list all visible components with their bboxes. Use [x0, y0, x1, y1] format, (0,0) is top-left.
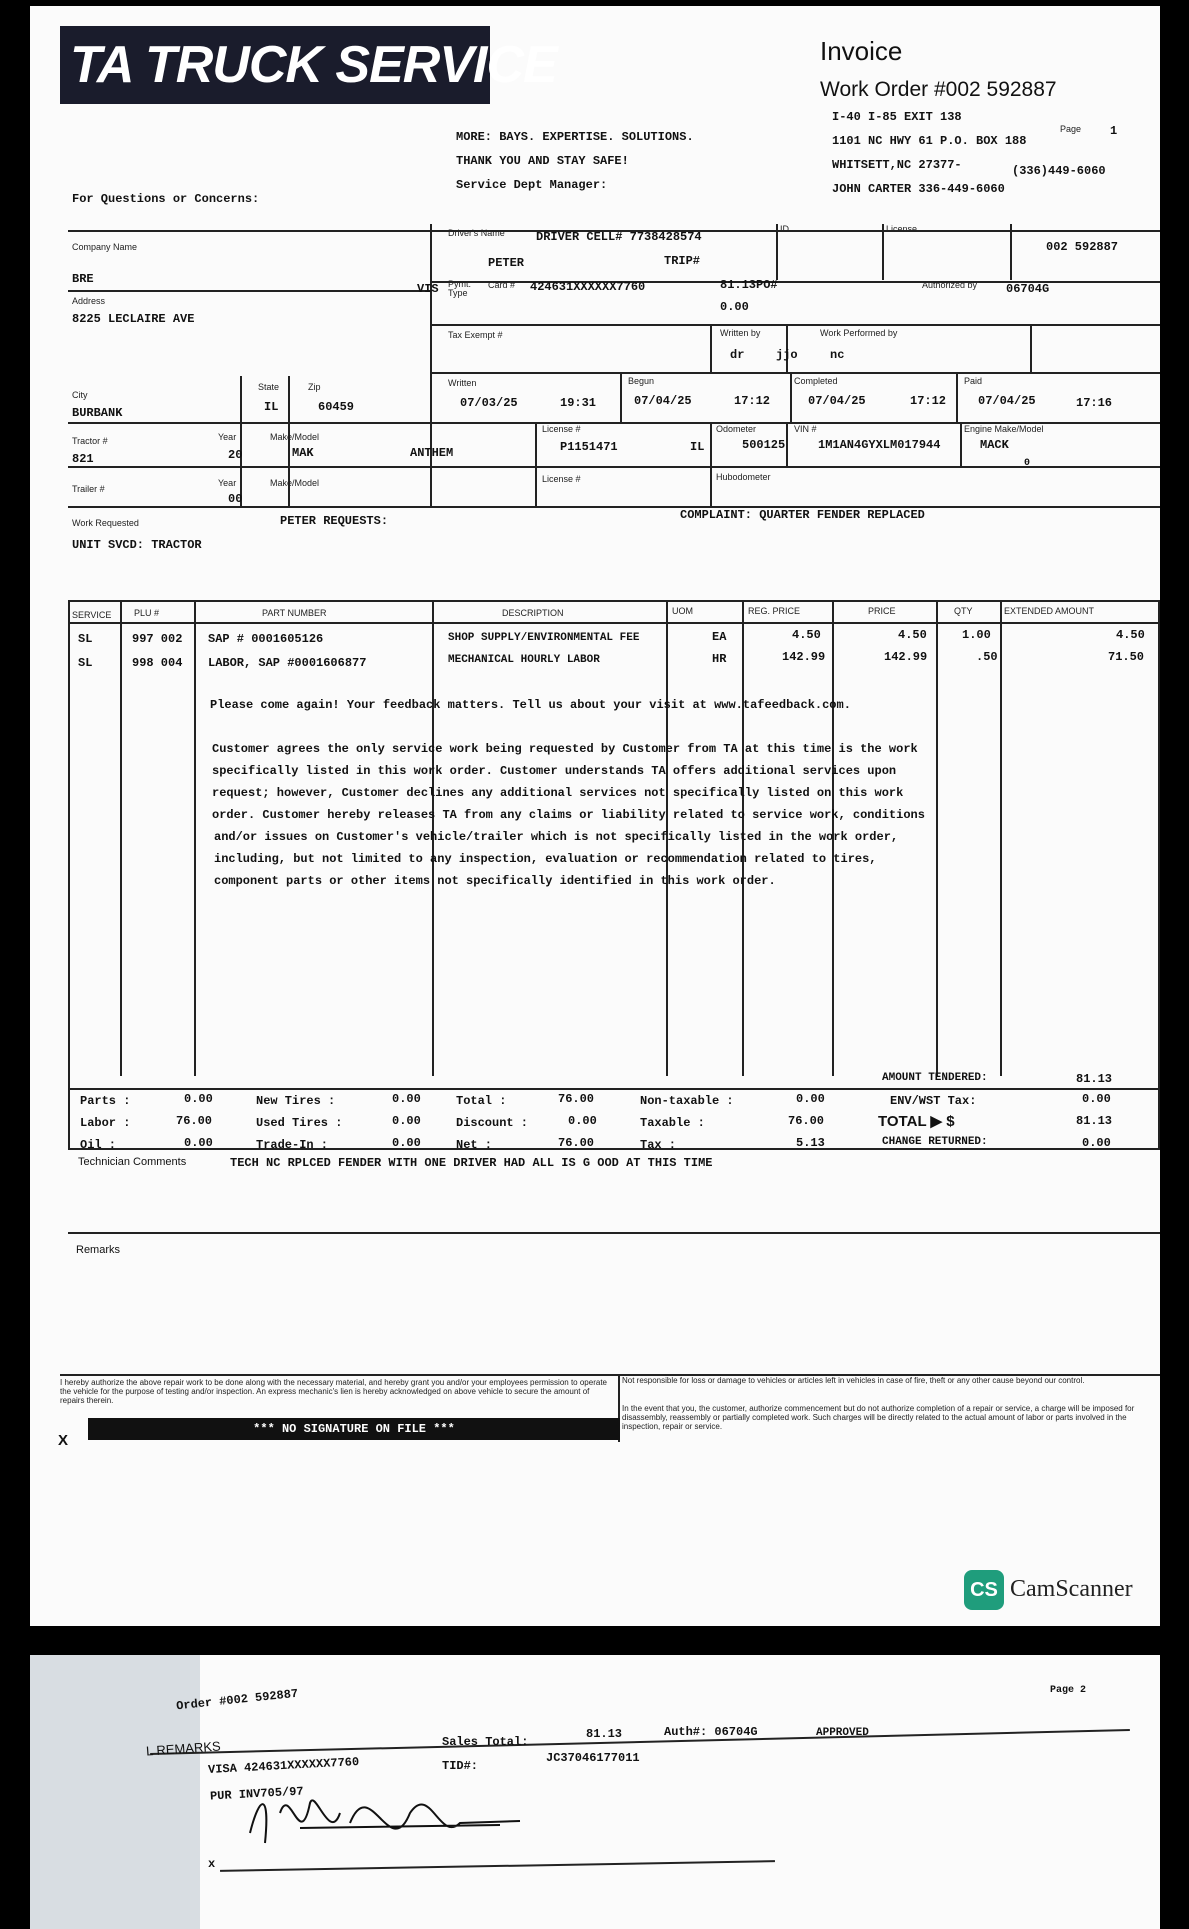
col-header-extended: EXTENDED AMOUNT — [1004, 606, 1095, 616]
approved-status: APPROVED — [816, 1727, 869, 1739]
grid-line — [1030, 324, 1032, 372]
totals-bottom-line — [68, 1148, 1160, 1150]
invoice-page-2 — [30, 1655, 1160, 1929]
store-address-3: WHITSETT,NC 27377- — [832, 158, 962, 172]
invoice-page-1 — [30, 6, 1160, 1626]
hubodometer-label: Hubodometer — [716, 472, 771, 482]
tendered-value: 81.13 — [1076, 1072, 1113, 1086]
tractor-number: 821 — [72, 452, 94, 466]
company-label: Company Name — [72, 242, 138, 252]
net-value: 76.00 — [558, 1136, 595, 1150]
begun-date: 07/04/25 — [634, 394, 692, 408]
labor-value: 76.00 — [176, 1114, 213, 1128]
table-line — [936, 600, 938, 1076]
total-label: Total : — [456, 1094, 507, 1108]
unit-serviced: UNIT SVCD: TRACTOR — [72, 538, 202, 552]
vin-value: 1M1AN4GYXLM017944 — [818, 438, 941, 452]
total-value: 76.00 — [558, 1092, 595, 1106]
paid-date: 07/04/25 — [978, 394, 1036, 408]
page2-number: Page 2 — [1050, 1685, 1087, 1696]
balance-amount: 0.00 — [720, 300, 749, 314]
invoice-title: Invoice — [820, 36, 903, 66]
vin-label: VIN # — [794, 424, 817, 434]
paid-amount: 81.13PO# — [720, 278, 778, 292]
customer-zip: 60459 — [318, 400, 355, 414]
paid-label: Paid — [964, 376, 983, 386]
new-tires-label: New Tires : — [256, 1094, 336, 1108]
grid-line — [68, 466, 1160, 468]
license-no-label: License # — [542, 424, 581, 434]
col-header-price: PRICE — [868, 606, 896, 616]
parts-value: 0.00 — [184, 1092, 213, 1106]
grid-line — [620, 372, 622, 422]
license-label: License — [886, 224, 918, 234]
auth-number: Auth#: 06704G — [664, 1725, 758, 1739]
ta-logo: TA TRUCK SERVICE — [60, 26, 490, 104]
state-label: State — [258, 382, 280, 392]
store-phone: (336)449-6060 — [1012, 164, 1106, 178]
card-number: 424631XXXXXX7760 — [530, 280, 646, 294]
driver-cell: DRIVER CELL# 7738428574 — [536, 230, 702, 244]
store-address-1: I-40 I-85 EXIT 138 — [832, 110, 962, 124]
used-tires-value: 0.00 — [392, 1114, 421, 1128]
terms-line-1: Customer agrees the only service work being requested by Customer from TA at this time is the work — [212, 742, 918, 756]
row1-desc: SHOP SUPPLY/ENVIRONMENTAL FEE — [448, 632, 640, 644]
trailer-year-label: Year — [218, 478, 237, 488]
customer-address: 8225 LECLAIRE AVE — [72, 312, 195, 326]
vehicle-license: P1151471 — [560, 440, 618, 454]
col-header-qty: QTY — [954, 606, 973, 616]
begun-label: Begun — [628, 376, 655, 386]
terms-line-7: component parts or other items not specifically identified in this work order. — [214, 874, 776, 888]
grid-line — [430, 224, 432, 506]
table-line — [194, 600, 196, 1076]
driver-name: PETER — [488, 256, 525, 270]
table-line — [68, 600, 70, 1150]
row2-part: LABOR, SAP #0001606877 — [208, 656, 367, 670]
row1-qty: 1.00 — [962, 628, 991, 642]
card-label: Card # — [488, 280, 516, 290]
taxable-value: 76.00 — [788, 1114, 825, 1128]
grid-line — [430, 372, 1160, 374]
tech-comments-label: Technician Comments — [78, 1156, 187, 1168]
complaint: COMPLAINT: QUARTER FENDER REPLACED — [680, 508, 925, 522]
trade-in-label: Trade-In : — [256, 1138, 329, 1152]
grid-line — [960, 422, 962, 466]
payment-type: VIS — [417, 282, 439, 296]
hub-value: 0 — [1024, 458, 1031, 469]
oil-label: Oil : — [80, 1138, 117, 1152]
change-value: 0.00 — [1082, 1136, 1111, 1150]
grid-line — [68, 290, 430, 292]
table-bottom-line — [68, 1088, 1160, 1090]
paid-time: 17:16 — [1076, 396, 1113, 410]
grid-line — [790, 372, 792, 422]
row2-reg-price: 142.99 — [782, 650, 826, 664]
written-by: dr — [730, 348, 745, 362]
table-line — [120, 600, 122, 1076]
grid-line — [240, 376, 242, 506]
written-by-id: jjo — [776, 348, 798, 362]
change-label: CHANGE RETURNED: — [882, 1136, 988, 1148]
completed-time: 17:12 — [910, 394, 947, 408]
page-label: Page — [1060, 124, 1082, 134]
remarks-label: Remarks — [76, 1244, 121, 1256]
row1-part: SAP # 0001605126 — [208, 632, 324, 646]
grid-line — [430, 324, 1160, 326]
row1-plu: 997 002 — [132, 632, 183, 646]
env-tax-value: 0.00 — [1082, 1092, 1111, 1106]
completed-date: 07/04/25 — [808, 394, 866, 408]
net-label: Net : — [456, 1138, 493, 1152]
page2-pur: PUR INV705/97 — [209, 1784, 304, 1804]
customer-signature — [240, 1773, 540, 1863]
odometer-value: 500125 — [742, 438, 786, 452]
grid-line — [956, 372, 958, 422]
make-model-label: Make/Model — [270, 432, 320, 442]
col-header-plu: PLU # — [134, 608, 160, 618]
remarks-line — [68, 1232, 1160, 1234]
signature-x: X — [58, 1432, 69, 1449]
tractor-year: 20 — [228, 448, 243, 462]
written-by-label: Written by — [720, 328, 761, 338]
authorize-text: I hereby authorize the above repair work to be done along with the necessary material, and hereby grant you and/or your employees permission to operate the vehicle for the purpose of testing and/or inspection. An express mechanic's lien is hereby acknowledged on above vehicle to secure the amount of repairs therein. — [60, 1378, 607, 1405]
row2-desc: MECHANICAL HOURLY LABOR — [448, 654, 600, 666]
grid-line — [68, 506, 1160, 508]
table-top-line — [68, 600, 1160, 602]
engine-label: Engine Make/Model — [964, 424, 1044, 434]
pymt-type-label: Pymt. Type — [448, 279, 472, 298]
trailer-make-label: Make/Model — [270, 478, 320, 488]
non-taxable-value: 0.00 — [796, 1092, 825, 1106]
zip-label: Zip — [308, 382, 321, 392]
table-line — [1158, 600, 1160, 1150]
license-state: IL — [690, 440, 705, 454]
row2-uom: HR — [712, 652, 727, 666]
written-date: 07/03/25 — [460, 396, 518, 410]
address-label: Address — [72, 296, 106, 306]
page2-line — [150, 1729, 1130, 1754]
col-header-uom: UOM — [672, 606, 693, 616]
grid-line — [710, 422, 712, 506]
trailer-label: Trailer # — [72, 484, 105, 494]
driver-label: Driver's Name — [448, 228, 505, 238]
tax-exempt-label: Tax Exempt # — [448, 330, 503, 340]
taxable-label: Taxable : — [640, 1116, 705, 1130]
feedback-text: Please come again! Your feedback matters. Tell us about your visit at www.tafeedback.com. — [210, 698, 851, 712]
table-line — [1000, 600, 1002, 1076]
store-address-2: 1101 NC HWY 61 P.O. BOX 188 — [832, 134, 1027, 148]
trade-in-value: 0.00 — [392, 1136, 421, 1150]
written-label: Written — [448, 378, 477, 388]
camscanner-text: CamScanner — [1010, 1576, 1133, 1602]
tech-comments: TECH NC RPLCED FENDER WITH ONE DRIVER HAD ALL IS G OOD AT THIS TIME — [230, 1156, 713, 1170]
tractor-model: ANTHEM — [410, 446, 454, 460]
env-tax-label: ENV/WST Tax: — [890, 1094, 977, 1108]
tagline: MORE: BAYS. EXPERTISE. SOLUTIONS. — [456, 130, 694, 144]
order-number: 002 592887 — [1046, 240, 1119, 254]
thanks-text: THANK YOU AND STAY SAFE! — [456, 154, 629, 168]
table-header-line — [68, 622, 1160, 624]
customer-state: IL — [264, 400, 279, 414]
written-time: 19:31 — [560, 396, 597, 410]
city-label: City — [72, 390, 88, 400]
labor-label: Labor : — [80, 1116, 131, 1130]
grid-line — [776, 224, 778, 280]
page-fold-shadow — [30, 1655, 200, 1929]
license-no-label-2: License # — [542, 474, 581, 484]
tendered-label: AMOUNT TENDERED: — [882, 1072, 988, 1084]
col-header-desc: DESCRIPTION — [502, 608, 564, 618]
tractor-label: Tractor # — [72, 436, 108, 446]
parts-label: Parts : — [80, 1094, 131, 1108]
sales-total-label: Sales Total: — [442, 1735, 529, 1749]
page2-order: Order #002 592887 — [175, 1686, 299, 1714]
tax-label: Tax : — [640, 1138, 677, 1152]
row2-extended: 71.50 — [1108, 650, 1145, 664]
grid-line — [710, 324, 712, 372]
non-taxable-label: Non-taxable : — [640, 1094, 734, 1108]
oil-value: 0.00 — [184, 1136, 213, 1150]
row1-reg-price: 4.50 — [792, 628, 821, 642]
performed-by-label: Work Performed by — [820, 328, 898, 338]
row2-plu: 998 004 — [132, 656, 183, 670]
terms-line-3: request; however, Customer declines any additional services not specifically listed on this work — [212, 786, 904, 800]
page-number: 1 — [1110, 124, 1118, 138]
row1-service: SL — [78, 632, 93, 646]
row1-price: 4.50 — [898, 628, 927, 642]
company-name: BRE — [72, 272, 94, 286]
grand-total-label: TOTAL ▶ $ — [878, 1113, 955, 1130]
trailer-year: 00 — [228, 492, 243, 506]
page2-visa: VISA 424631XXXXXX7760 — [207, 1755, 360, 1777]
grid-line — [882, 224, 884, 280]
signature-status: *** NO SIGNATURE ON FILE *** — [88, 1418, 620, 1440]
page2-remarks: L REMARKS — [145, 1738, 222, 1759]
begun-time: 17:12 — [734, 394, 771, 408]
work-order-number: Work Order #002 592887 — [820, 78, 1057, 101]
odometer-label: Odometer — [716, 424, 757, 434]
work-requested-label: Work Requested — [72, 518, 139, 528]
sales-total-value: 81.13 — [586, 1727, 623, 1741]
engine-make: MACK — [980, 438, 1009, 452]
row2-service: SL — [78, 656, 93, 670]
col-header-part: PART NUMBER — [262, 608, 327, 618]
discount-value: 0.00 — [568, 1114, 597, 1128]
tax-value: 5.13 — [796, 1136, 825, 1150]
completed-label: Completed — [794, 376, 838, 386]
performed-by: nc — [830, 348, 845, 362]
camscanner-logo: CS — [964, 1570, 1004, 1610]
new-tires-value: 0.00 — [392, 1092, 421, 1106]
col-header-service: SERVICE — [72, 610, 112, 620]
grand-total-value: 81.13 — [1076, 1114, 1113, 1128]
terms-line-5: and/or issues on Customer's vehicle/trailer which is not specifically listed in the work order, — [214, 830, 899, 844]
col-header-reg-price: REG. PRICE — [748, 606, 801, 616]
tid-label: TID#: — [442, 1759, 479, 1773]
store-contact: JOHN CARTER 336-449-6060 — [832, 182, 1005, 196]
liability-text: Not responsible for loss or damage to vehicles or articles left in vehicles in case of fire, theft or any other cause beyond our control. — [622, 1376, 1085, 1385]
id-label: ID — [780, 224, 789, 234]
tractor-make: MAK — [292, 446, 314, 460]
service-manager: Service Dept Manager: — [456, 178, 608, 192]
row2-price: 142.99 — [884, 650, 928, 664]
row1-uom: EA — [712, 630, 727, 644]
grid-line — [535, 422, 537, 506]
grid-line — [1010, 224, 1012, 280]
row1-extended: 4.50 — [1116, 628, 1145, 642]
terms-line-2: specifically listed in this work order. Customer understands TA offers additional services upon — [212, 764, 897, 778]
tid-value: JC37046177011 — [546, 1751, 640, 1765]
requested-by: PETER REQUESTS: — [280, 514, 389, 528]
authorized-label: Authorized by — [922, 280, 978, 290]
customer-city: BURBANK — [72, 406, 123, 420]
trip-number: TRIP# — [664, 254, 701, 268]
auth-code: 06704G — [1006, 282, 1050, 296]
disassembly-text: In the event that you, the customer, authorize commencement but do not authorize completion of a repair or service, a charge will be imposed for disassembly, reassembly or partially completed work. Such charges will be directly related to the actual amount of labor or parts involved in the inspection, repair or service. — [622, 1404, 1135, 1431]
page2-x: x — [208, 1857, 216, 1871]
grid-line — [786, 422, 788, 466]
row2-qty: .50 — [976, 650, 998, 664]
year-label: Year — [218, 432, 237, 442]
terms-line-4: order. Customer hereby releases TA from any claims or liability related to service work, conditions — [212, 808, 925, 822]
terms-line-6: including, but not limited to any inspection, evaluation or recommendation related to tires, — [214, 852, 877, 866]
discount-label: Discount : — [456, 1116, 529, 1130]
used-tires-label: Used Tires : — [256, 1116, 343, 1130]
questions-label: For Questions or Concerns: — [72, 192, 260, 206]
